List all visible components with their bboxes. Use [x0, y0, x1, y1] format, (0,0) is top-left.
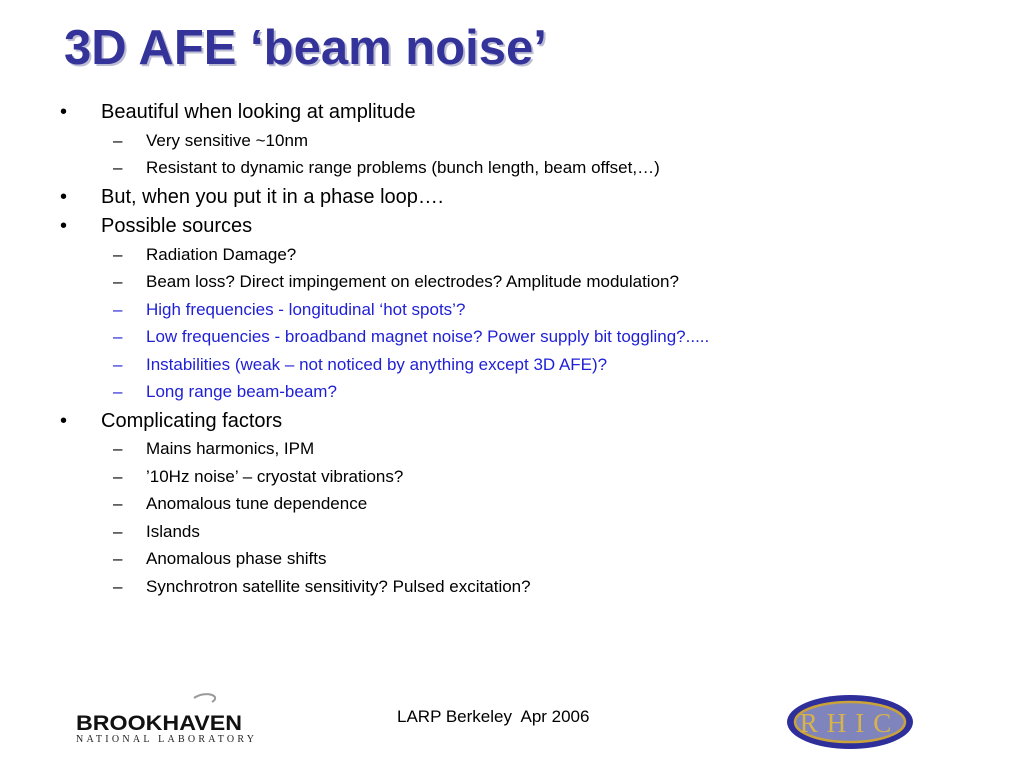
- dash-marker: –: [113, 130, 123, 150]
- dash-marker: –: [113, 158, 123, 177]
- sub-bullet-item: [0, 269, 1024, 297]
- logo-swoosh: [194, 694, 215, 702]
- sub-bullet-text: Low frequencies - broadband magnet noise? Power supply bit toggling?.....: [146, 327, 710, 346]
- dash-marker: –: [113, 466, 123, 486]
- sub-bullet-item: [0, 574, 1024, 602]
- dash-marker: –: [113, 354, 123, 374]
- sub-bullet-item: [0, 464, 1024, 492]
- bullet-text: But, when you put it in a phase loop….: [101, 185, 444, 208]
- sub-bullet-text: High frequencies - longitudinal ‘hot spots’?: [146, 299, 466, 319]
- sub-bullet-text: Radiation Damage?: [146, 244, 297, 264]
- sub-bullet-item: [0, 242, 1024, 270]
- bullet-marker: •: [60, 409, 68, 432]
- bullet-item: [0, 98, 1024, 128]
- sub-bullet-item: [0, 155, 1024, 183]
- bullet-item: [0, 212, 1024, 242]
- sub-bullet-text: ’10Hz noise’ – cryostat vibrations?: [146, 466, 404, 486]
- sub-bullet-item: [0, 128, 1024, 156]
- rhic-wordmark: RHIC: [799, 708, 901, 738]
- brookhaven-logo: [74, 692, 260, 752]
- slide-title: 3D AFE ‘beam noise’: [64, 21, 547, 75]
- sub-bullet-text: Anomalous tune dependence: [146, 494, 368, 513]
- national-laboratory-wordmark: NATIONAL LABORATORY: [76, 734, 255, 745]
- sub-bullet-text: Long range beam-beam?: [146, 382, 337, 401]
- sub-bullet-text: Mains harmonics, IPM: [146, 439, 315, 458]
- dash-marker: –: [113, 494, 123, 513]
- sub-bullet-text: Very sensitive ~10nm: [146, 130, 309, 150]
- dash-marker: –: [113, 439, 123, 458]
- dash-marker: –: [113, 244, 123, 264]
- sub-bullet-text: Instabilities (weak – not noticed by anything except 3D AFE)?: [146, 354, 608, 374]
- sub-bullet-item: [0, 436, 1024, 464]
- sub-bullet-text: Anomalous phase shifts: [146, 549, 327, 568]
- dash-marker: –: [113, 576, 123, 596]
- dash-marker: –: [113, 272, 123, 291]
- bullet-list: [0, 98, 1024, 601]
- dash-marker: –: [113, 327, 123, 346]
- brookhaven-wordmark: BROOKHAVEN: [76, 712, 242, 735]
- dash-marker: –: [113, 382, 123, 401]
- bullet-marker: •: [60, 215, 68, 237]
- sub-bullet-item-highlighted: [0, 297, 1024, 325]
- bullet-marker: •: [60, 101, 68, 123]
- sub-bullet-text: Synchrotron satellite sensitivity? Pulsed excitation?: [146, 576, 531, 596]
- sub-bullet-item-highlighted: [0, 379, 1024, 407]
- sub-bullet-item: [0, 519, 1024, 547]
- bullet-text: Possible sources: [101, 215, 253, 237]
- dash-marker: –: [113, 549, 123, 568]
- sub-bullet-text: Beam loss? Direct impingement on electrodes? Amplitude modulation?: [146, 272, 679, 291]
- sub-bullet-text: Islands: [146, 521, 200, 541]
- dash-marker: –: [113, 299, 123, 319]
- sub-bullet-item: [0, 546, 1024, 574]
- bullet-text: Beautiful when looking at amplitude: [101, 101, 416, 123]
- bullet-marker: •: [60, 185, 68, 208]
- slide-footer: LARP Berkeley Apr 2006: [397, 707, 590, 726]
- dash-marker: –: [113, 521, 123, 541]
- sub-bullet-item-highlighted: [0, 324, 1024, 352]
- sub-bullet-item-highlighted: [0, 352, 1024, 380]
- bullet-text: Complicating factors: [101, 409, 283, 432]
- sub-bullet-item: [0, 491, 1024, 519]
- sub-bullet-text: Resistant to dynamic range problems (bunch length, beam offset,…): [146, 158, 660, 177]
- bullet-item: [0, 183, 1024, 213]
- rhic-logo: [784, 692, 916, 752]
- bullet-item: [0, 407, 1024, 437]
